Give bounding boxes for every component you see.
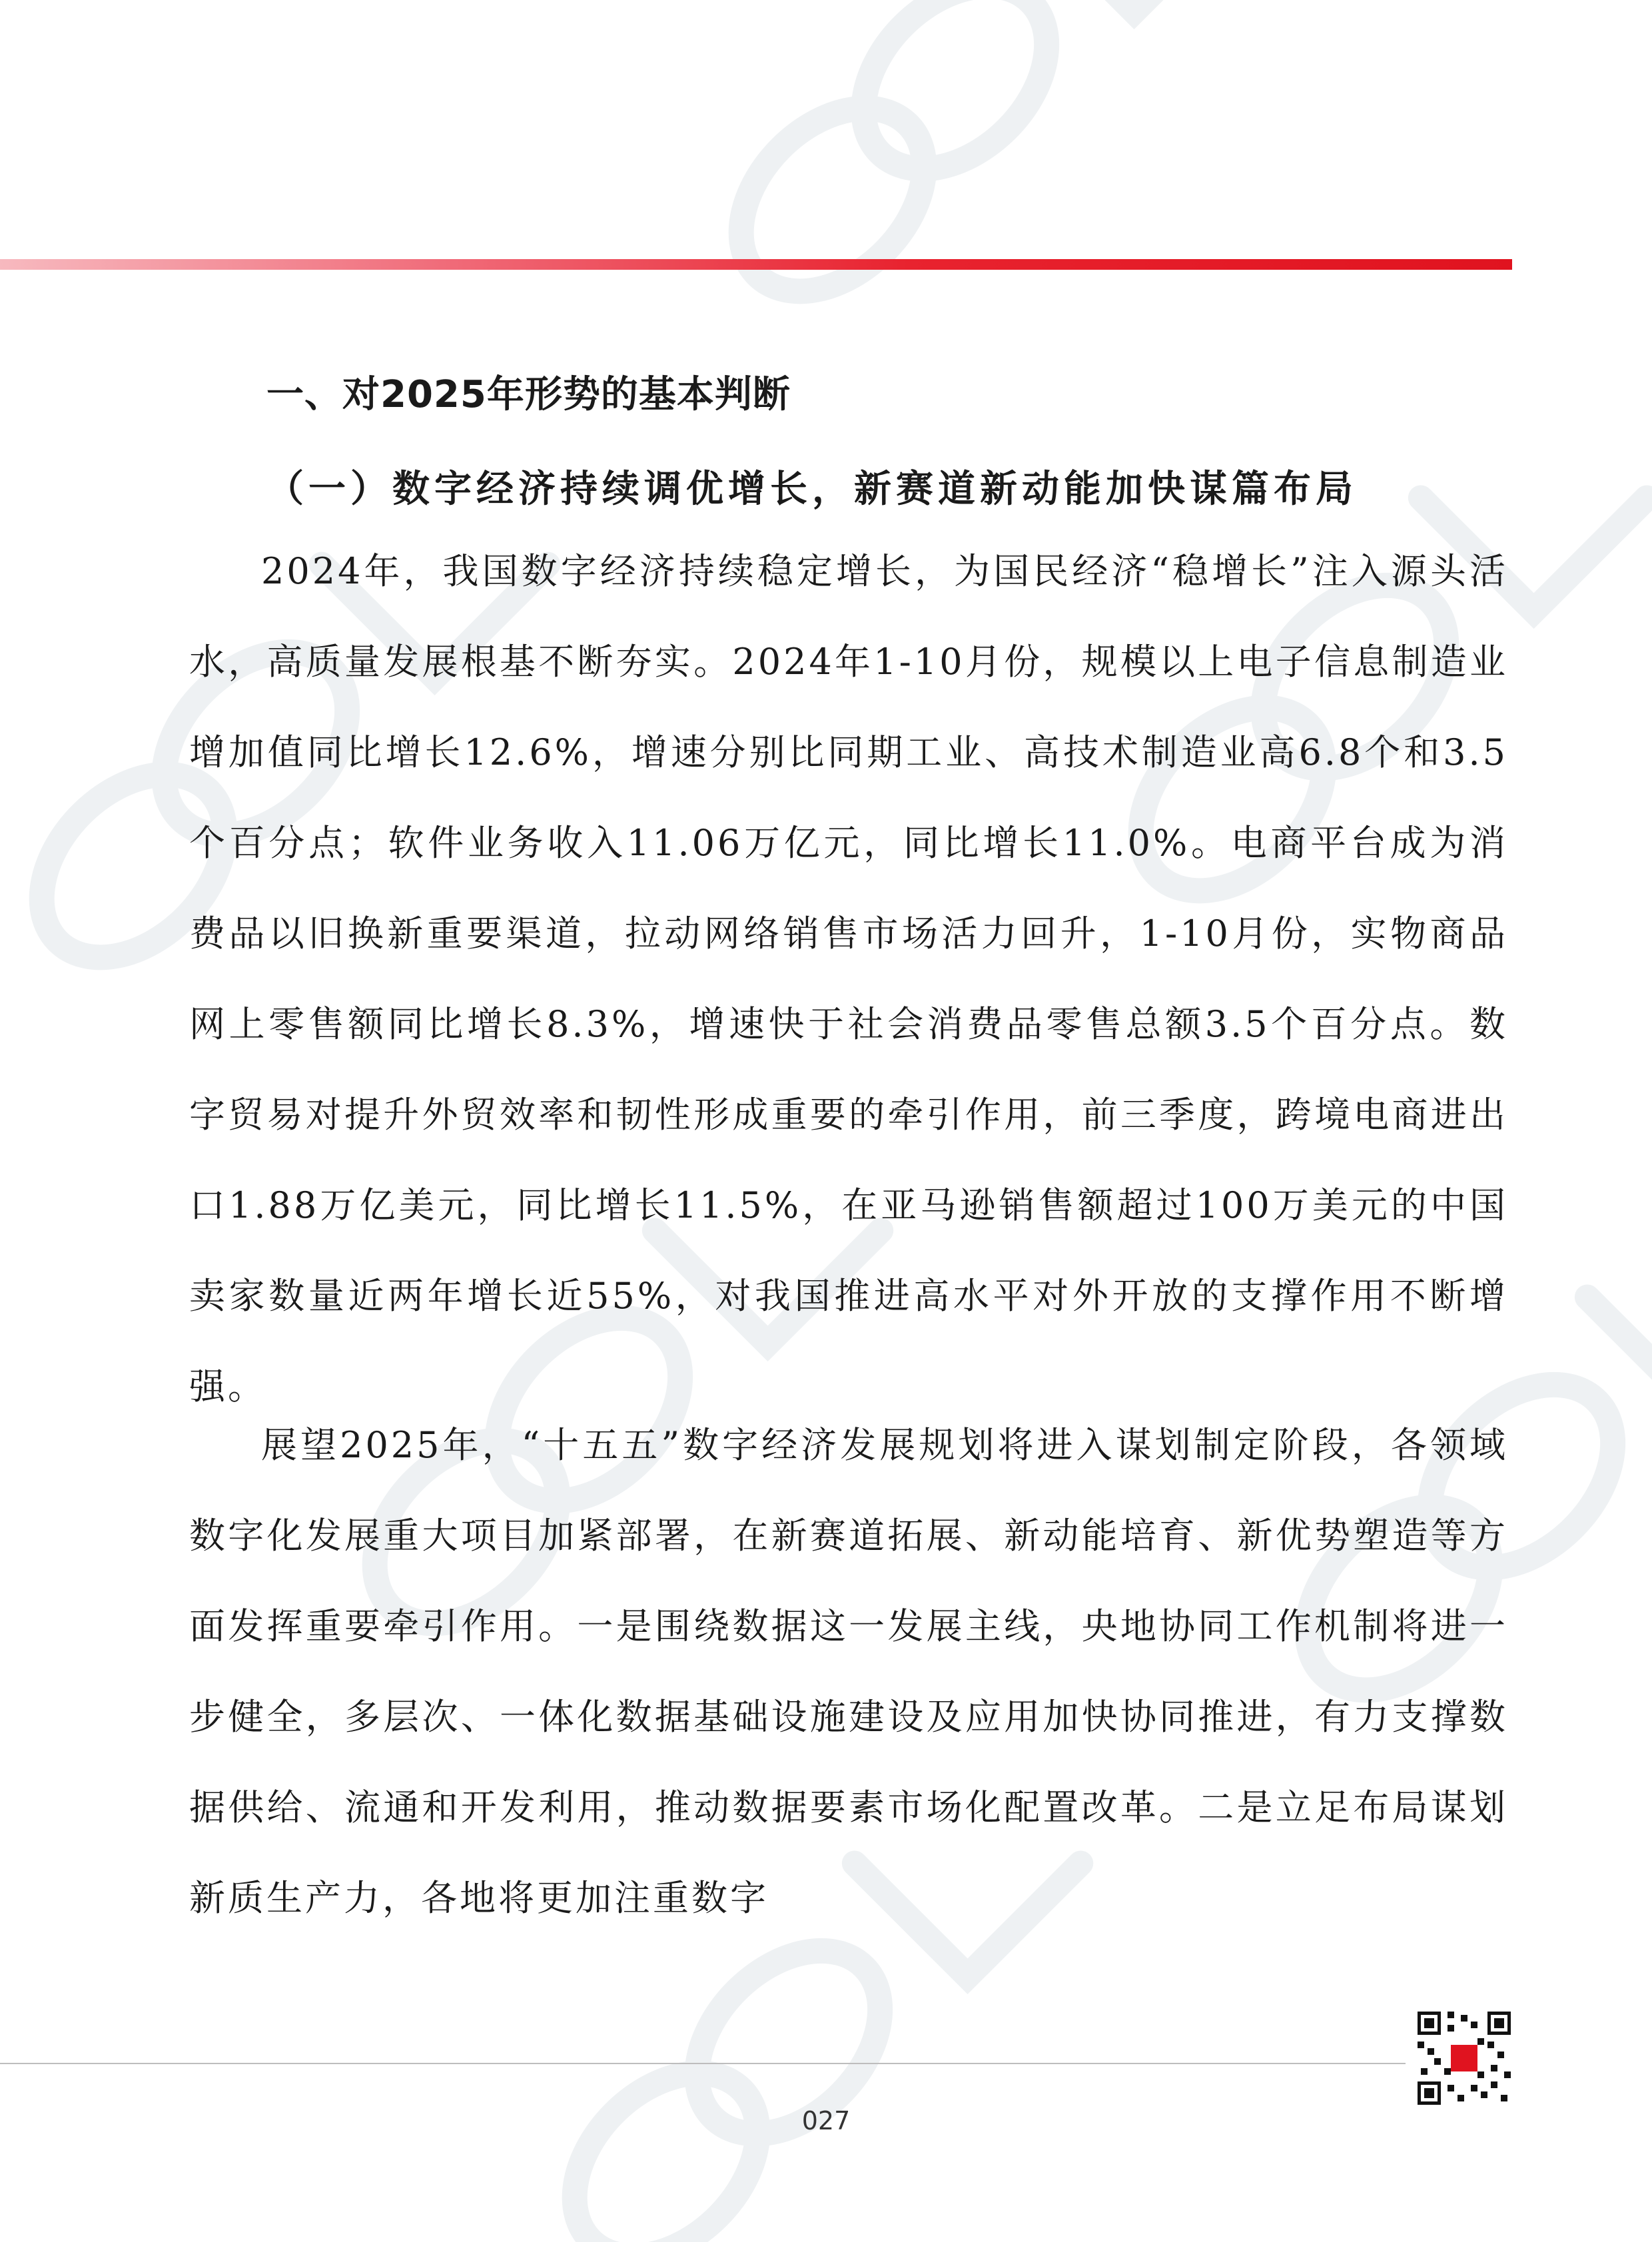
subsection-heading: （一）数字经济持续调优增长，新赛道新动能加快谋篇布局 <box>266 467 1358 511</box>
paragraph-text: 展望2025年，“十五五”数字经济发展规划将进入谋划制定阶段，各领域数字化发展重大项目加紧部署，在新赛道拓展、新动能培育、新优势塑造等方面发挥重要牵引作用。一是围绕数据这一发展主线，央地协同工作机制将进一步健全，多层次、一体化数据基础设施建设及应用加快协同推进，有力支撑数据供给、流通和开发利用，推动数据要素市场化配置改革。二是立足布局谋划新质生产力，各地将更加注重数字 <box>189 1424 1508 1919</box>
footer-divider <box>0 2063 1406 2064</box>
body-paragraph-2 <box>189 1400 1508 1944</box>
body-paragraph-1 <box>189 526 1508 1432</box>
paragraph-text: 2024年，我国数字经济持续稳定增长，为国民经济“稳增长”注入源头活水，高质量发展根基不断夯实。2024年1-10月份，规模以上电子信息制造业增加值同比增长12.6%，增速分别比同期工业、高技术制造业高6.8个和3.5个百分点；软件业务收入11.06万亿元，同比增长11.0%。电商平台成为消费品以旧换新重要渠道，拉动网络销售市场活力回升，1-10月份，实物商品网上零售额同比增长8.3%，增速快于社会消费品零售总额3.5个百分点。数字贸易对提升外贸效率和韧性形成重要的牵引作用，前三季度，跨境电商进出口1.88万亿美元，同比增长11.5%，在亚马逊销售额超过100万美元的中国卖家数量近两年增长近55%，对我国推进高水平对外开放的支撑作用不断增强。 <box>189 550 1508 1407</box>
header-divider <box>0 259 1512 270</box>
qr-code-icon <box>1418 2012 1511 2105</box>
page-number: 027 <box>801 2106 851 2135</box>
section-heading: 一、对2025年形势的基本判断 <box>266 373 791 416</box>
